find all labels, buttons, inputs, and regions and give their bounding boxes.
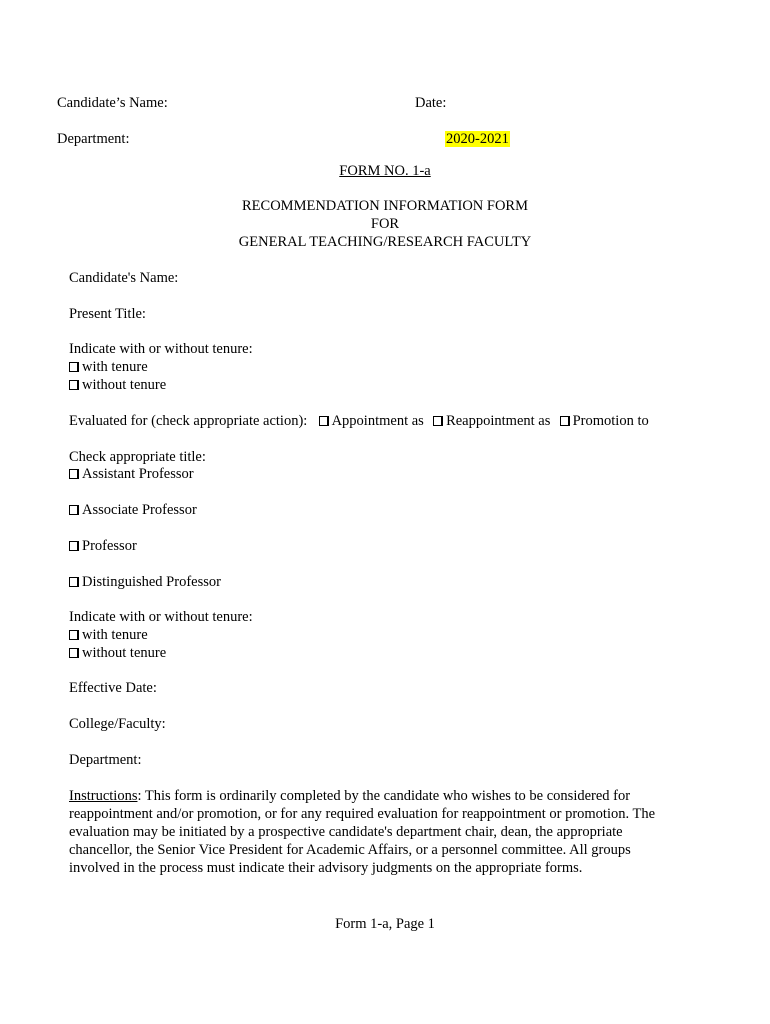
with-tenure-checkbox-1[interactable] xyxy=(69,362,79,372)
form-title-line3: GENERAL TEACHING/RESEARCH FACULTY xyxy=(238,234,532,250)
evaluated-for-label: Evaluated for (check appropriate action): xyxy=(69,413,308,429)
without-tenure-option-1[interactable] xyxy=(69,376,166,394)
reappointment-checkbox[interactable] xyxy=(433,416,443,426)
distinguished-professor-option[interactable] xyxy=(69,573,221,591)
tenure-prompt-2: Indicate with or without tenure: xyxy=(69,609,253,625)
instructions-line-4: chancellor, the Senior Vice President for Academic Affairs, or a personnel committee. All groups xyxy=(69,842,631,858)
distinguished-professor-checkbox[interactable] xyxy=(69,577,79,587)
form-title-line2: FOR xyxy=(370,216,400,232)
instructions-line-1 xyxy=(69,787,699,805)
check-title-prompt: Check appropriate title: xyxy=(69,449,206,465)
associate-professor-checkbox[interactable] xyxy=(69,505,79,515)
promotion-checkbox[interactable] xyxy=(560,416,570,426)
present-title-label: Present Title: xyxy=(69,306,146,322)
instructions-line-2: reappointment and/or promotion, or for any required evaluation for reappointment or promotion. The xyxy=(69,806,656,822)
without-tenure-label-1: without tenure xyxy=(82,377,167,393)
effective-date-label: Effective Date: xyxy=(69,680,157,696)
instructions-paragraph xyxy=(69,787,699,877)
assistant-professor-option[interactable] xyxy=(69,465,194,483)
promotion-option[interactable] xyxy=(560,413,649,429)
tenure-prompt-1: Indicate with or without tenure: xyxy=(69,341,253,357)
candidate-name-header-label: Candidate’s Name: xyxy=(57,95,168,111)
department-header-label: Department: xyxy=(57,131,130,147)
instructions-line-5: involved in the process must indicate their advisory judgments on the appropriate forms. xyxy=(69,860,583,876)
college-faculty-label: College/Faculty: xyxy=(69,716,166,732)
with-tenure-label-2: with tenure xyxy=(82,627,148,643)
professor-label: Professor xyxy=(82,538,137,554)
with-tenure-label-1: with tenure xyxy=(82,359,148,375)
academic-year-highlight: 2020-2021 xyxy=(446,131,509,147)
reappointment-option[interactable] xyxy=(433,413,550,429)
without-tenure-option-2[interactable] xyxy=(69,644,166,662)
appointment-label: Appointment as xyxy=(331,413,424,429)
assistant-professor-checkbox[interactable] xyxy=(69,469,79,479)
instructions-label: Instructions xyxy=(69,788,138,804)
associate-professor-option[interactable] xyxy=(69,501,197,519)
date-label: Date: xyxy=(415,95,447,111)
department-label: Department: xyxy=(69,752,142,768)
instructions-line-3: evaluation may be initiated by a prospective candidate's department chair, dean, the appropriate xyxy=(69,824,623,840)
professor-option[interactable] xyxy=(69,537,137,555)
with-tenure-checkbox-2[interactable] xyxy=(69,630,79,640)
associate-professor-label: Associate Professor xyxy=(82,502,197,518)
with-tenure-option-2[interactable] xyxy=(69,626,148,644)
professor-checkbox[interactable] xyxy=(69,541,79,551)
instructions-text-1: : This form is ordinarily completed by the candidate who wishes to be considered for xyxy=(137,788,631,804)
appointment-option[interactable] xyxy=(319,413,424,429)
assistant-professor-label: Assistant Professor xyxy=(82,466,194,482)
promotion-label: Promotion to xyxy=(572,413,649,429)
form-title-line1: RECOMMENDATION INFORMATION FORM xyxy=(242,198,528,214)
appointment-checkbox[interactable] xyxy=(319,416,329,426)
academic-year xyxy=(445,130,510,148)
evaluated-for-row xyxy=(69,412,649,430)
with-tenure-option-1[interactable] xyxy=(69,358,148,376)
without-tenure-checkbox-1[interactable] xyxy=(69,380,79,390)
candidate-name-label: Candidate's Name: xyxy=(69,270,179,286)
distinguished-professor-label: Distinguished Professor xyxy=(82,574,221,590)
form-number: FORM NO. 1-a xyxy=(339,163,431,179)
without-tenure-label-2: without tenure xyxy=(82,645,167,661)
reappointment-label: Reappointment as xyxy=(446,413,551,429)
page-footer: Form 1-a, Page 1 xyxy=(335,916,435,932)
without-tenure-checkbox-2[interactable] xyxy=(69,648,79,658)
